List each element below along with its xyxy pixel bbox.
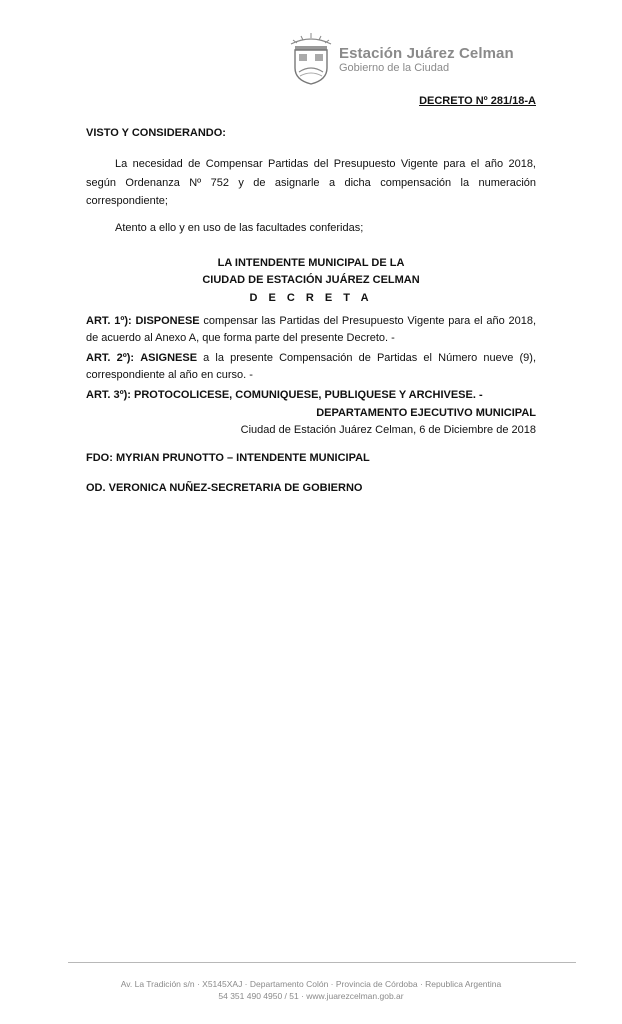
footer-address: Av. La Tradición s/n · X5145XAJ · Departamento Colón · Provincia de Córdoba · Republica Argentina bbox=[120, 979, 502, 989]
attention-paragraph: Atento a ello y en uso de las facultades conferidas; bbox=[115, 222, 364, 234]
article-label: ART. 1º): bbox=[86, 315, 132, 327]
footer-divider bbox=[68, 962, 576, 963]
article-label: ART. 2º): bbox=[86, 352, 135, 364]
place-date: Ciudad de Estación Juárez Celman, 6 de Diciembre de 2018 bbox=[240, 424, 536, 436]
authority-line-1: LA INTENDENTE MUNICIPAL DE LA bbox=[217, 257, 405, 269]
section-heading: VISTO Y CONSIDERANDO: bbox=[86, 127, 226, 139]
department-name: DEPARTAMENTO EJECUTIVO MUNICIPAL bbox=[316, 407, 536, 419]
authority-line-2: CIUDAD DE ESTACIÓN JUÁREZ CELMAN bbox=[202, 274, 420, 286]
article-verb: DISPONESE bbox=[135, 315, 200, 327]
article-3 bbox=[86, 387, 536, 404]
article-verb: PROTOCOLICESE, COMUNIQUESE, PUBLIQUESE Y ARCHIVESE. - bbox=[134, 389, 483, 401]
article-1 bbox=[86, 313, 536, 346]
footer-contact: 54 351 490 4950 / 51 · www.juarezcelman.gob.ar bbox=[218, 991, 404, 1001]
decree-number: DECRETO Nº 281/18-A bbox=[419, 95, 536, 107]
article-verb: ASIGNESE bbox=[140, 352, 198, 364]
signature-mayor: FDO: MYRIAN PRUNOTTO – INTENDENTE MUNICIPAL bbox=[86, 452, 370, 464]
org-subtitle: Gobierno de la Ciudad bbox=[339, 62, 450, 74]
decreta-heading: D E C R E T A bbox=[249, 292, 373, 304]
article-label: ART. 3º): bbox=[86, 389, 131, 401]
coat-of-arms-logo bbox=[287, 30, 335, 86]
org-name: Estación Juárez Celman bbox=[339, 45, 514, 62]
article-text: compensar las Partidas del Presupuesto Vigente para el año 2018, de acuerdo al Anexo A, que forma parte del presente Decreto. - bbox=[86, 315, 537, 344]
signature-secretary: OD. VERONICA NUÑEZ-SECRETARIA DE GOBIERNO bbox=[86, 482, 363, 494]
article-2 bbox=[86, 350, 536, 383]
article-text: a la presente Compensación de Partidas el Número nueve (9), correspondiente al año en curso. - bbox=[86, 352, 536, 381]
considering-paragraph: La necesidad de Compensar Partidas del Presupuesto Vigente para el año 2018, según Ordenanza Nº 752 y de asignarle a dicha compensación la numeración correspondiente; bbox=[86, 158, 536, 207]
